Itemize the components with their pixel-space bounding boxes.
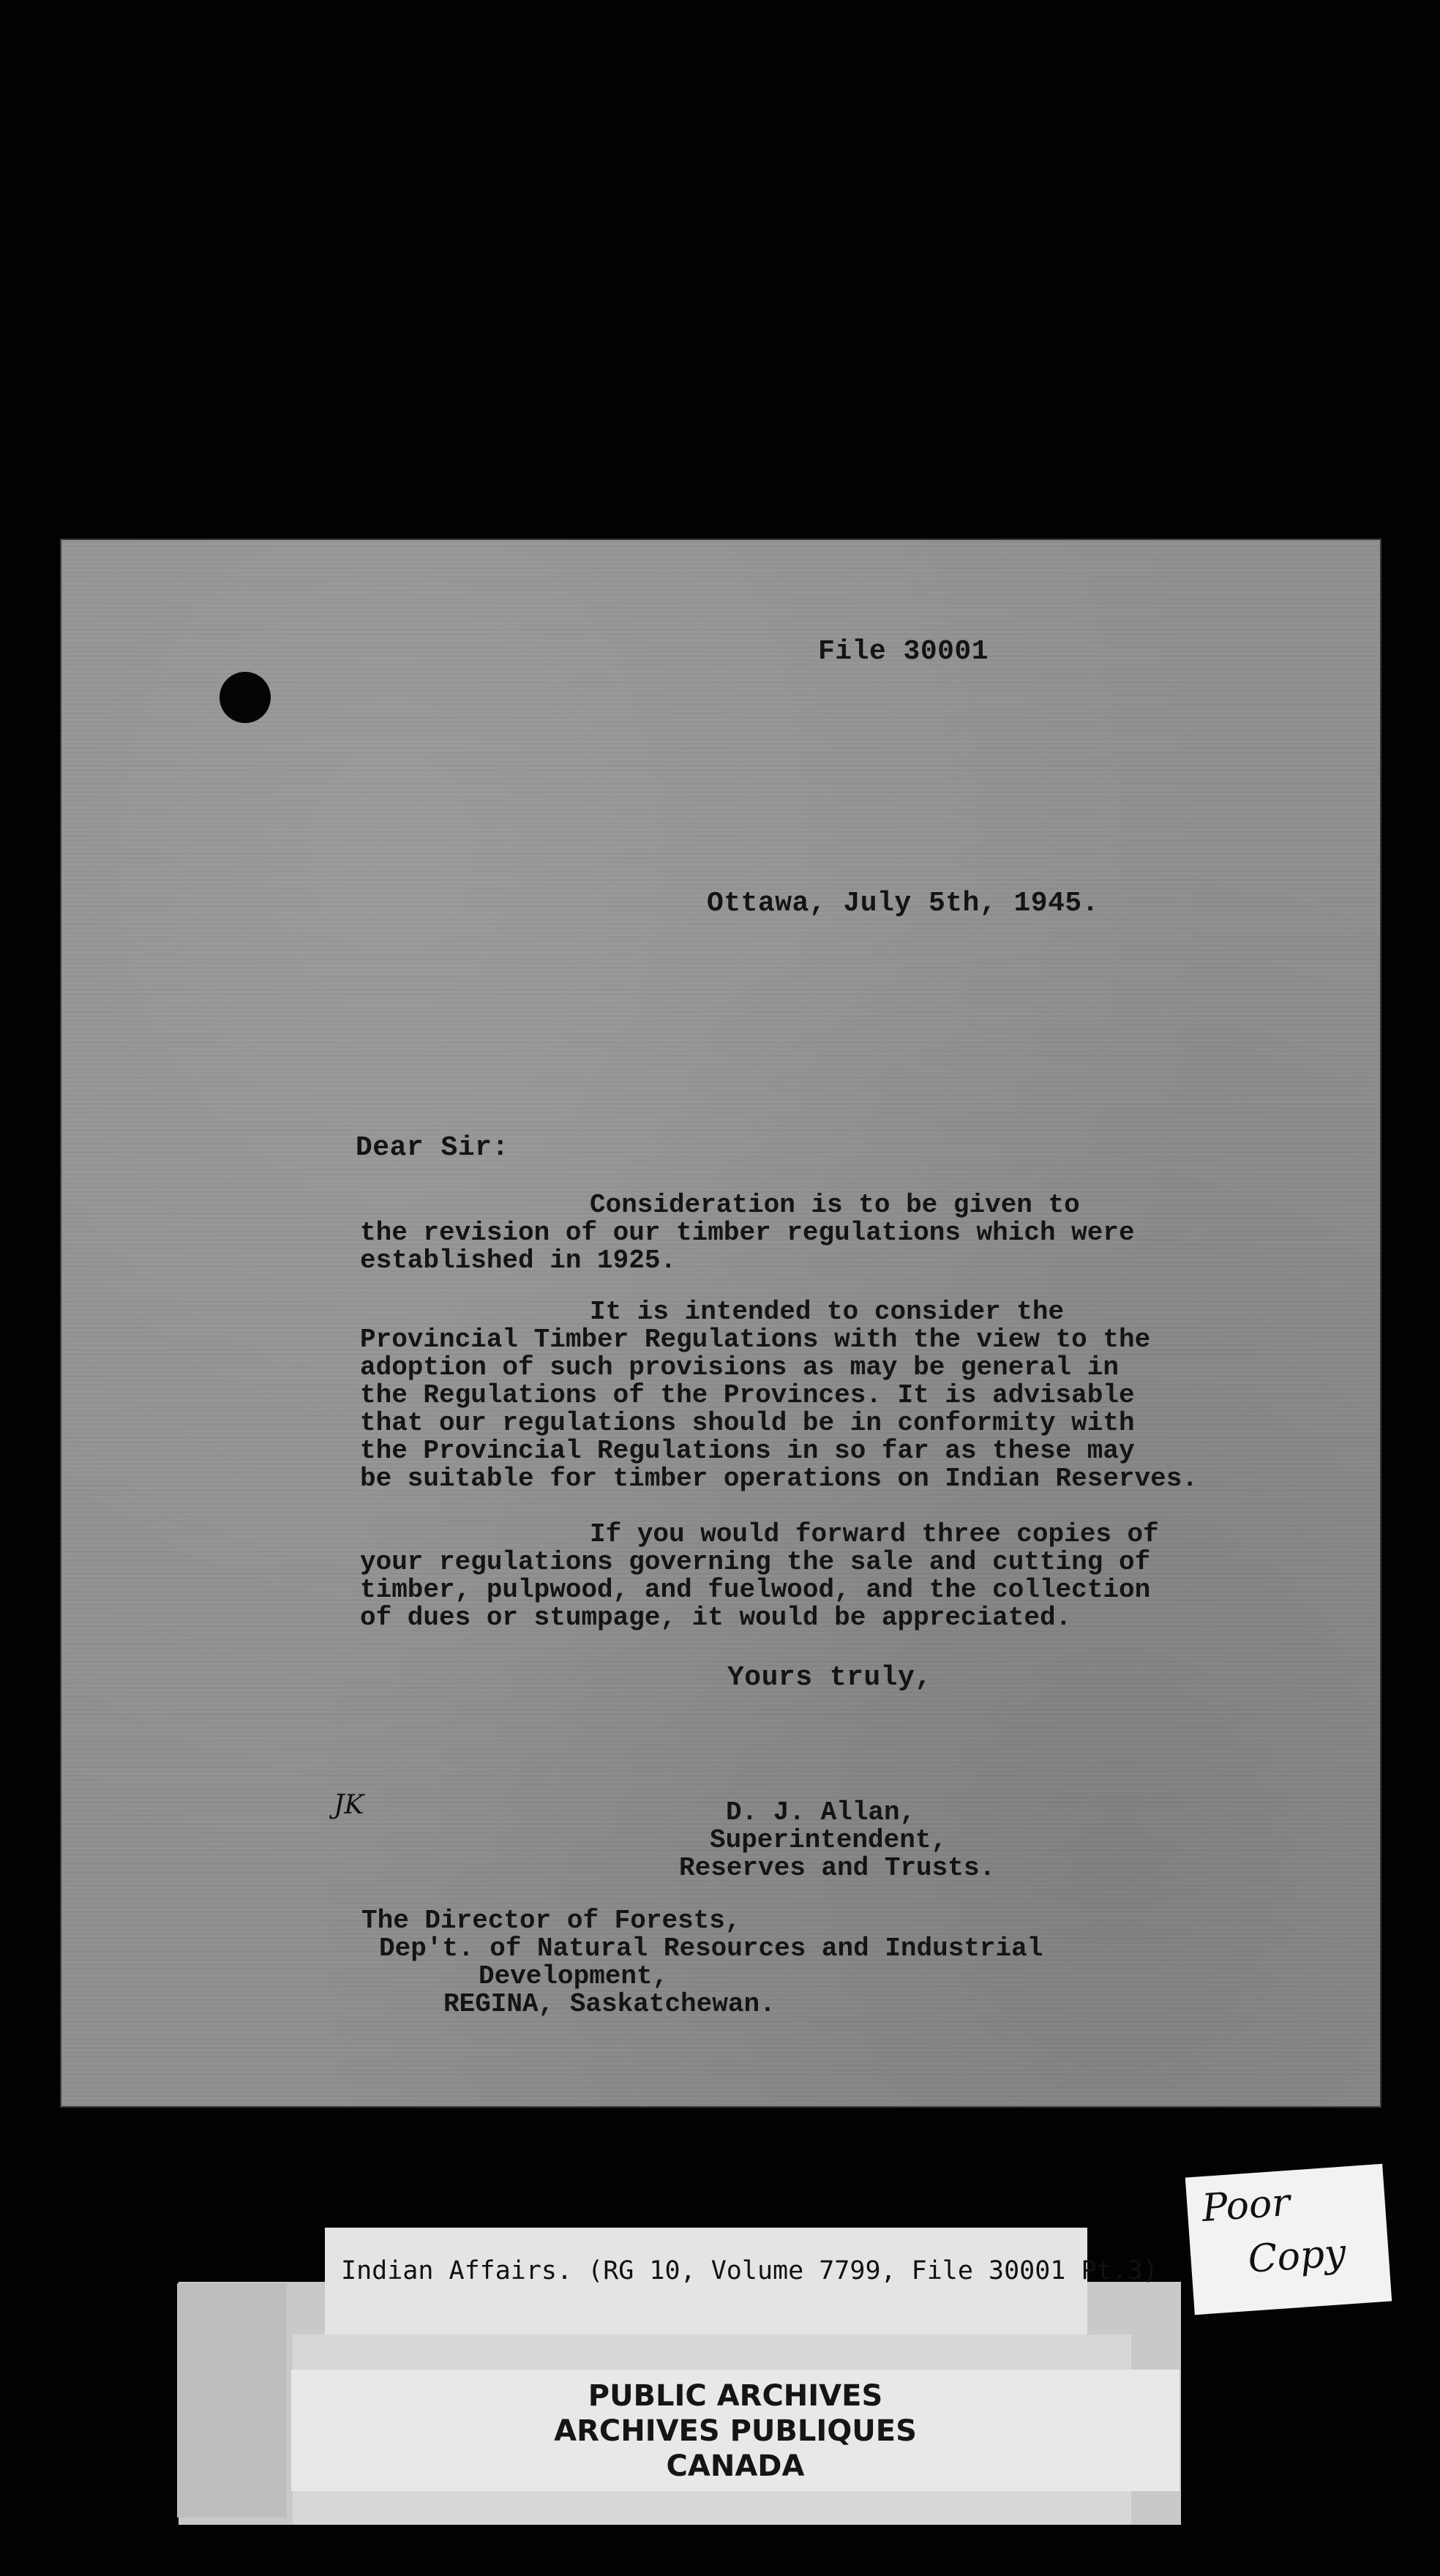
paragraph-2 (360, 1298, 1198, 1493)
paragraph-2-line: that our regulations should be in conformity with (360, 1408, 1135, 1438)
paragraph-2-line: It is intended to consider the (590, 1297, 1065, 1327)
paragraph-1 (360, 1191, 1135, 1275)
recipient-address (361, 1907, 1043, 2018)
paragraph-2-line: Provincial Timber Regulations with the view to the (360, 1325, 1151, 1355)
stamp-line-2: ARCHIVES PUBLIQUES (554, 2414, 917, 2448)
paragraph-3-line: If you would forward three copies of (590, 1519, 1159, 1549)
signatory-name: D. J. Allan, (726, 1797, 916, 1827)
punch-hole (220, 672, 271, 723)
address-line: The Director of Forests, (361, 1906, 741, 1936)
paragraph-2-line: the Regulations of the Provinces. It is advisable (360, 1380, 1135, 1410)
paragraph-1-line: the revision of our timber regulations which were (360, 1218, 1135, 1248)
paragraph-3 (360, 1521, 1159, 1632)
paragraph-2-line: the Provincial Regulations in so far as these may (360, 1436, 1135, 1466)
paragraph-1-line: established in 1925. (360, 1246, 677, 1276)
signatory-title: Superintendent, (710, 1825, 948, 1855)
handwritten-initials: JK (334, 1790, 364, 1820)
salutation: Dear Sir: (356, 1132, 509, 1164)
stamp-line-3: CANADA (666, 2449, 805, 2483)
poor-copy-note (1185, 2164, 1392, 2315)
note-line-2: Copy (1246, 2231, 1348, 2282)
paragraph-2-line: be suitable for timber operations on Indian Reserves. (360, 1464, 1198, 1494)
paragraph-3-line: timber, pulpwood, and fuelwood, and the collection (360, 1575, 1151, 1605)
archive-label: Indian Affairs. (RG 10, Volume 7799, File 30001 Pt.3) (341, 2256, 1158, 2285)
archive-card-edge (177, 2283, 287, 2517)
address-line: Development, (479, 1961, 669, 1991)
paragraph-3-line: of dues or stumpage, it would be appreciated. (360, 1603, 1072, 1633)
paragraph-2-line: adoption of such provisions as may be general in (360, 1352, 1119, 1382)
date-line: Ottawa, July 5th, 1945. (707, 888, 1099, 919)
paragraph-1-line: Consideration is to be given to (590, 1190, 1080, 1220)
note-line-1: Poor (1200, 2180, 1291, 2231)
signature-block (679, 1799, 995, 1882)
closing: Yours truly, (727, 1662, 932, 1693)
stamp-line-1: PUBLIC ARCHIVES (588, 2379, 883, 2413)
address-line: Dep't. of Natural Resources and Industrial (379, 1933, 1043, 1963)
address-line: REGINA, Saskatchewan. (443, 1989, 776, 2019)
paragraph-3-line: your regulations governing the sale and cutting of (360, 1547, 1151, 1577)
file-reference: File 30001 (818, 636, 989, 667)
signatory-branch: Reserves and Trusts. (679, 1853, 996, 1883)
archive-stamp (291, 2370, 1180, 2491)
